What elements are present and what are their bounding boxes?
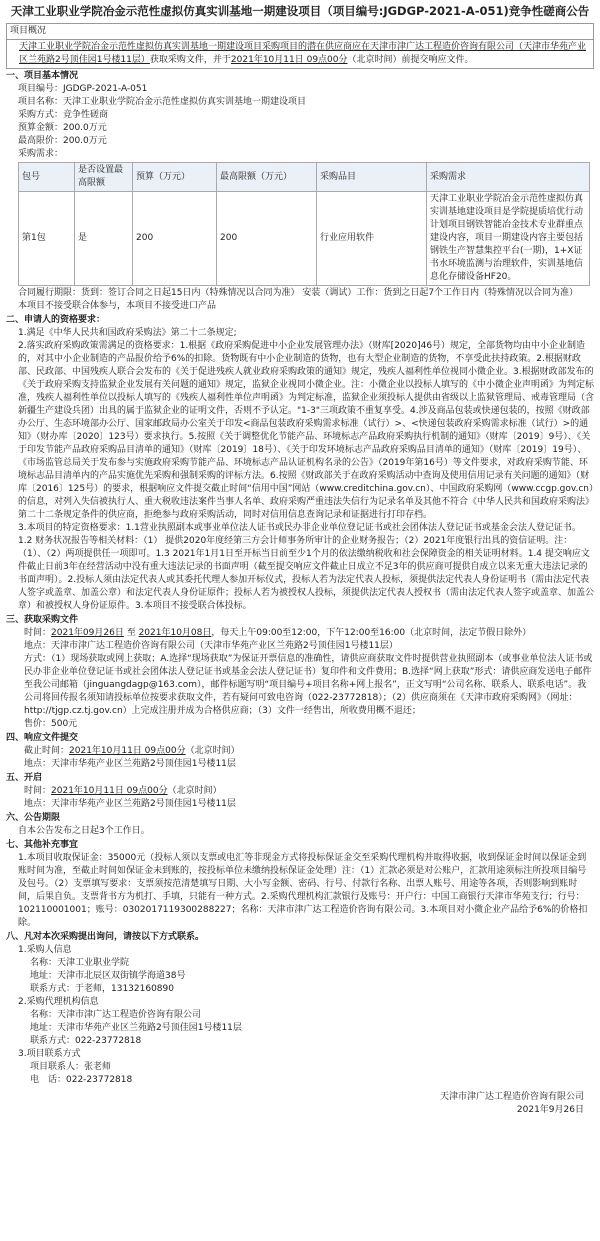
project-contact-person: 项目联系人：张老师	[30, 1062, 112, 1072]
section-heading: 八、凡对本次采购提出询问，请按以下方式联系。	[6, 932, 205, 942]
project-contact-title: 3.项目联系方式	[18, 1049, 81, 1059]
agency-title: 2.采购代理机构信息	[18, 997, 99, 1007]
table-row	[19, 192, 590, 286]
opening-time	[6, 785, 594, 798]
opening-place: 地点：天津市华苑产业区兰苑路2号顶佳园1号楼11层	[24, 799, 236, 809]
deadline-timezone: （北京时间）	[185, 746, 240, 756]
signature-company: 天津市津广达工程造价咨询有限公司	[439, 1092, 584, 1102]
document-price: 售价：500元	[24, 719, 78, 729]
deadline-label: 截止时间：	[24, 746, 70, 756]
table-cell: 第1包	[19, 192, 75, 286]
time-detail: ，每天上午09:00至12:00，下午12:00至16:00（北京时间，法定节假日除外）	[211, 628, 532, 638]
purchaser-contact: 联系方式：于老师，13132160890	[30, 984, 174, 994]
budget-amount: 预算金额：200.0万元	[18, 123, 107, 133]
agency-name: 名称：天津市津广达工程造价咨询有限公司	[30, 1010, 202, 1020]
overview-heading: 项目概况	[7, 24, 593, 40]
section-qualifications	[6, 314, 594, 613]
end-date: 2021年10月08日	[138, 628, 212, 638]
obtain-place: 地点：天津市津广达工程造价咨询有限公司（天津市华苑产业区兰苑路2号顶佳园1号楼11层）	[24, 641, 398, 651]
obtain-method: 方式：（1）现场获取或网上获取；A.选择“现场获取”为保证开票信息的准确性，请供应商获取文件时提供营业执照副本（或事业单位法人证书或民办非企业单位登记证书或社会团体法人登记证书或基金会法人登记证书）复印件和文件费用；B.选择“网上获取”形式：请供应商发送电子邮件至我公司邮箱（jinguangdagp@163.com），邮件标题写明“项目编号+项目名称+网上报名”，正文写明“公司名称、联系人、联系电话”。我公司将回传报名须知请投标单位按要求获取文件，若有疑问可致电咨询（022-23772818）；（2）供应商须在《天津市政府采购网》（网址：http://tjgp.cz.tj.gov.cn）上完成注册并成为合格供应商；（3）文件一经售出，所收费用概不退还；	[24, 654, 593, 716]
section-submission	[6, 732, 594, 771]
section-contacts	[6, 931, 594, 1087]
qualification-item: 2.落实政府采购政策需满足的资格要求：1.根据《政府采购促进中小企业发展管理办法》（财库[2020]46号）规定，全部货物均由中小企业制造的，对其中小企业制造的产品报价给予6%的扣除。货物既有中小企业制造的货物，也有大型企业制造的货物，不享受此扶持政策。2.根据财政部、民政部、中国残疾人联合会发布的《关于促进残疾人就业政府采购政策的通知》规定，残疾人福利性单位视同小微企业。3.根据财政部发布的《关于政府采购支持监狱企业发展有关问题的通知》规定，监狱企业视同小微企业。注：小微企业以投标人填写的《中小微企业声明函》为判定标准，残疾人福利性单位以投标人填写的《残疾人福利性单位声明函》为判定标准，监狱企业须投标人提供由省级以上监狱管理局、戒毒管理局（含新疆生产建设兵团）出具的属于监狱企业的证明文件，否则不予认定。"1-3"三项政策不重复享受。4.涉及商品包装或快递包装的，按照《财政部办公厅、生态环境部办公厅、国家邮政局办公室关于印发<商品包装政府采购需求标准（试行）>、<快递包装政府采购需求标准（试行）>的通知》（财办库〔2020〕123号）要求执行。5.按照《关于调整优化节能产品、环境标志产品政府采购执行机制的通知》（财库〔2019〕9号）、《关于印发节能产品政府采购品目清单的通知》（财库〔2019〕18号）、《关于印发环境标志产品政府采购品目清单的通知》（财库〔2019〕19号）、《市场监管总局关于发布参与实施政府采购节能产品、环境标志产品认证机构名录的公告》（2019年第16号）等文件要求，对政府采购节能、环境标志品目清单内的产品实施优先采购和强制采购的评标方法。6.按照《财政部关于在政府采购活动中查询及使用信用记录有关问题的通知》（财库〔2016〕125号）的要求，根据响应文件提交截止时间“信用中国”网站（www.creditchina.gov.cn）、中国政府采购网（www.ccgp.gov.cn）的信息，对列入失信被执行人、重大税收违法案件当事人名单、政府采购严重违法失信行为记录名单及其他不符合《中华人民共和国政府采购法》第二十二条规定条件的供应商，拒绝参与政府采购活动，同时对信用信息查询记录和证据进行打印存档。	[18, 341, 595, 520]
date-separator: 至	[123, 628, 139, 638]
overview-deadline: 2021年10月11日 09点00分	[230, 55, 348, 65]
agency-contact: 联系方式：022-23772818	[30, 1036, 142, 1046]
table-cell: 200	[217, 192, 317, 286]
section-heading: 三、获取采购文件	[6, 615, 79, 625]
overview-supplier-text: 天津工业职业学院冶金示范性虚拟仿真实训基地一期建设项目采购项目的潜在供应商应在天津市津广达工程造价咨询有限公司（天津市华苑产业区兰苑路2号顶佳园1号楼11层）	[19, 42, 587, 65]
qualification-item: 3.本项目的特定资格要求：1.1营业执照副本或事业单位法人证书或民办非企业单位登记证书或社会团体法人登记证书或基金会法人登记证书。1.2 财务状况报告等相关材料：（1） 提供2020年度经第三方会计师事务所审计的企业财务报告；（2）2021年度银行出具的资信证明。注：（1）、（2）两项提供任一项即可。1.3 2021年1月1日至开标当日前至少1个月的依法缴纳税收和社会保障资金的相关证明材料。1.4 提交响应文件截止日前3年在经营活动中没有重大违法记录的书面声明（截至提交响应文件截止日成立不足3年的供应商可提供自成立以来无重大违法记录的书面声明）。2.投标人须由法定代表人或其委托代理人参加开标仪式，投标人若为法定代表人投标，须提供法定代表人身份证明书（需由法定代表人签字或盖章、加盖公章）和法定代表人身份证原件；投标人若为被授权人投标，须提供法定代表人授权书（需由法定代表人签字或盖章、加盖公章）和被授权人身份证原件。3.本项目不接受联合体投标。	[18, 523, 595, 611]
table-header: 最高限额（万元）	[217, 163, 317, 192]
opening-time-value: 2021年10月11日 09点00分	[51, 786, 168, 796]
table-cell: 200	[133, 192, 217, 286]
signature-block	[6, 1091, 594, 1117]
max-price: 最高限价：200.0万元	[18, 136, 107, 146]
overview-text-end: （北京时间）前提交响应文件。	[347, 55, 474, 65]
section-basic-info	[6, 70, 594, 313]
project-contact-phone: 电 话：022-23772818	[30, 1075, 133, 1085]
purchaser-address: 地址：天津市北辰区双街镇学海道38号	[30, 971, 186, 981]
section-other-matters	[6, 839, 594, 930]
project-name: 项目名称：天津工业职业学院冶金示范性虚拟仿真实训基地一期建设项目	[18, 97, 307, 107]
page-title: 天津工业职业学院冶金示范性虚拟仿真实训基地一期建设项目（项目编号:JGDGP-2021-A-051)竞争性磋商公告	[10, 4, 590, 18]
table-header: 采购需求	[427, 163, 590, 192]
requirements-table	[18, 162, 590, 286]
table-cell: 是	[75, 192, 133, 286]
table-cell: 行业应用软件	[317, 192, 427, 286]
table-header: 包号	[19, 163, 75, 192]
other-matters-text: 1.本项目收取保证金：35000元（投标人须以支票或电汇等非现金方式将投标保证金交至采购代理机构并取得收据，收到保证金时间以保证金到账时间为准，至截止时间如保证金未到账的，按投标单位未缴纳投标保证金处理）注：（1）汇款必须是对公账户，汇款用途须标注所投项目编号及包号。（2）支票填写要求：支票须按范清楚填写日期、大小写金额、密码、行号、付款行名称、出票人账号、用途等各项，否则影响到账时间，后果自负。支票背书方为机打、手填，只能有一种方式。2.采购代理机构汇款银行及账号：开户行：中国工商银行天津市华苑支行；行号：102110001001；账号：0302017119300288227；名称：天津市津广达工程造价咨询有限公司。3.本项目对小微企业产品给予6%的价格扣除。	[18, 853, 588, 928]
overview-text-mid: 获取采购文件，并于	[149, 55, 231, 65]
notice-period-text: 自本公告发布之日起3个工作日。	[18, 826, 150, 836]
opening-timezone: （北京时间）	[167, 786, 222, 796]
qualification-item: 1.满足《中华人民共和国政府采购法》第二十二条规定;	[18, 328, 237, 338]
start-date: 2021年09月26日	[51, 628, 124, 638]
requirements-label: 采购需求：	[18, 149, 64, 159]
signature-date: 2021年9月26日	[516, 1105, 584, 1115]
section-obtain-documents	[6, 614, 594, 731]
purchaser-name: 名称：天津工业职业学院	[30, 958, 130, 968]
table-header: 是否设置最高限额	[75, 163, 133, 192]
section-notice-period	[6, 812, 594, 838]
section-heading: 五、开启	[6, 773, 43, 783]
obtain-time	[6, 627, 594, 640]
contract-period: 合同履行期限：货到：签订合同之日起15日内（特殊情况以合同为准） 安装（调试）工作：货到之日起7个工作日内（特殊情况以合同为准）	[18, 288, 579, 298]
purchaser-title: 1.采购人信息	[18, 945, 72, 955]
project-overview-box	[6, 23, 594, 69]
time-label: 时间：	[24, 628, 52, 638]
agency-address: 地址：天津市华苑产业区兰苑路2号顶佳园1号楼11层	[30, 1023, 242, 1033]
table-header-row	[19, 163, 590, 192]
section-heading: 七、其他补充事宜	[6, 840, 79, 850]
section-heading: 一、项目基本情况	[6, 71, 79, 81]
section-opening	[6, 772, 594, 811]
submission-deadline	[6, 745, 594, 758]
consortium-note: 本项目不接受联合体参与，本项目不接受进口产品	[18, 301, 217, 311]
project-number: 项目编号：JGDGP-2021-A-051	[18, 84, 148, 94]
time-label: 时间：	[24, 786, 52, 796]
section-heading: 二、申请人的资格要求：	[6, 315, 106, 325]
table-header: 采购品目	[317, 163, 427, 192]
procurement-method: 采购方式：竞争性磋商	[18, 110, 109, 120]
submission-place: 地点：天津市华苑产业区兰苑路2号顶佳园1号楼11层	[24, 759, 236, 769]
section-heading: 四、响应文件提交	[6, 733, 79, 743]
overview-text	[7, 40, 593, 68]
table-header: 预算（万元）	[133, 163, 217, 192]
deadline-value: 2021年10月11日 09点00分	[69, 746, 186, 756]
table-cell: 天津工业职业学院冶金示范性虚拟仿真实训基地建设项目是学院提质培优行动计划项目钢铁智能冶金技术专业群重点建设内容，项目一期建设内容主要包括钢铁生产智慧集控平台(一期)，1+X证书水环境监测与治理软件，实训基地信息化存储设备HF20。	[427, 192, 590, 286]
section-heading: 六、公告期限	[6, 813, 61, 823]
